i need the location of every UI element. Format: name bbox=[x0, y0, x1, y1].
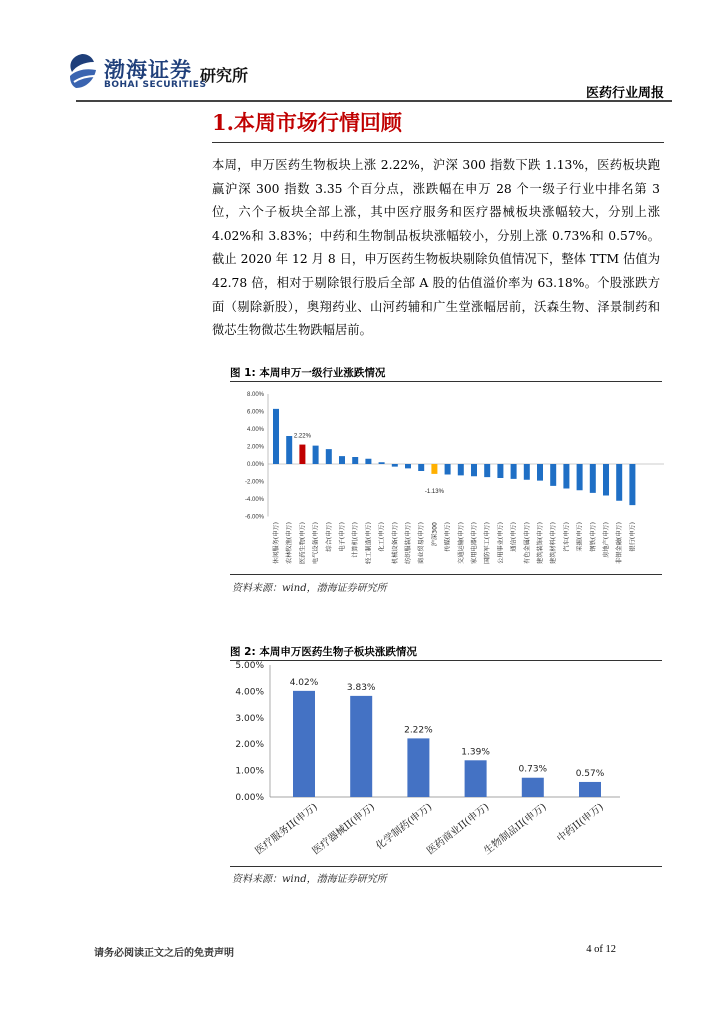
chart1-bar bbox=[497, 464, 503, 478]
chart1-bar bbox=[445, 464, 451, 475]
chart1-category-label: 机械设备(申万) bbox=[391, 522, 399, 564]
chart1-category-label: 综合(申万) bbox=[325, 522, 333, 552]
chart1-category-label: 电气设备(申万) bbox=[312, 522, 320, 564]
chart2-data-label: 1.39% bbox=[461, 747, 490, 758]
chart1-bar bbox=[405, 464, 411, 468]
chart1-ytick: 0.00% bbox=[246, 462, 264, 468]
chart1-category-label: 采掘(申万) bbox=[576, 522, 584, 552]
chart2-ytick: 5.00% bbox=[235, 661, 264, 671]
chart2-data-label: 3.83% bbox=[346, 682, 376, 693]
chart1-category-label: 化工(申万) bbox=[378, 522, 386, 552]
chart1-bar bbox=[392, 464, 398, 467]
chart1-category-label: 房地产(申万) bbox=[603, 522, 610, 558]
chart1-category-label: 交通运输(申万) bbox=[457, 522, 465, 564]
chart1-bar bbox=[511, 464, 517, 479]
chart2-data-label: 0.57% bbox=[575, 768, 605, 779]
chart2-data-label: 4.02% bbox=[289, 677, 319, 688]
chart1-ytick: 4.00% bbox=[246, 427, 264, 433]
chart2-bar bbox=[522, 778, 544, 797]
institute-name: 研究所 bbox=[200, 66, 249, 85]
chart1-category-label: 建筑材料(申万) bbox=[550, 522, 558, 564]
chart2-bar bbox=[465, 760, 487, 797]
chart1-bar bbox=[299, 445, 305, 464]
chart2-category-label: 医疗器械II(申万) bbox=[310, 801, 378, 857]
chart1-bar bbox=[365, 459, 371, 464]
chart1-bar bbox=[590, 464, 596, 493]
chart1-category-label: 计算机(申万) bbox=[352, 522, 360, 558]
chart1-bar bbox=[563, 464, 569, 489]
chart1-bar bbox=[352, 457, 358, 464]
chart1-category-label: 钢铁(申万) bbox=[589, 522, 597, 552]
chart1-bar bbox=[339, 456, 345, 464]
chart1-ytick: -4.00% bbox=[244, 497, 264, 503]
figure1-title: 图 1: 本周申万一级行业涨跌情况 bbox=[230, 367, 386, 379]
chart1-category-label: 纺织服装(申万) bbox=[405, 522, 412, 564]
chart1-category-label: 国防军工(申万) bbox=[484, 522, 492, 564]
chart1-category-label: 公用事业(申万) bbox=[497, 522, 505, 564]
chart2-bar bbox=[293, 691, 315, 797]
chart2-category-label: 医药商业II(申万) bbox=[425, 801, 492, 857]
chart1-category-label: 商业贸易(申万) bbox=[418, 522, 426, 564]
chart1-bar bbox=[458, 464, 464, 475]
chart1-bar bbox=[603, 464, 609, 496]
chart1-bar bbox=[418, 464, 424, 471]
chart1-ytick: 8.00% bbox=[246, 392, 264, 398]
chart1-category-label: 有色金属(申万) bbox=[523, 522, 531, 564]
chart1-category-label: 农林牧渔(申万) bbox=[286, 522, 294, 564]
footer-disclaimer: 请务必阅读正文之后的免责声明 bbox=[94, 948, 234, 959]
chart2-ytick: 1.00% bbox=[235, 766, 264, 777]
figure2-title: 图 2: 本周申万医药生物子板块涨跌情况 bbox=[230, 646, 417, 658]
chart1-bar bbox=[326, 449, 332, 464]
chart1-bar bbox=[484, 464, 490, 477]
chart2-category-label: 医疗服务II(申万) bbox=[253, 801, 320, 857]
chart1-bar bbox=[524, 464, 530, 480]
chart1-category-label: 沪深300 bbox=[431, 522, 439, 547]
chart1-category-label: 银行(申万) bbox=[629, 522, 637, 552]
chart2-category-label: 生物制品II(申万) bbox=[482, 801, 549, 857]
chart2-bar bbox=[407, 738, 429, 797]
chart1-bar bbox=[379, 462, 385, 464]
chart1-bar bbox=[286, 436, 292, 464]
chart1-category-label: 非银金融(申万) bbox=[616, 522, 624, 564]
chart1-data-label: 2.22% bbox=[293, 433, 311, 440]
chart2-ytick: 0.00% bbox=[235, 793, 264, 803]
chart1-category-label: 轻工制造(申万) bbox=[365, 522, 373, 564]
chart1-bar bbox=[273, 409, 279, 464]
page-number: 4 of 12 bbox=[586, 944, 616, 955]
chart1-bar bbox=[431, 464, 437, 474]
section-title: 1.本周市场行情回顾 bbox=[212, 110, 402, 135]
chart2-category-label: 化学制药(申万) bbox=[374, 801, 435, 853]
chart1-ytick: 2.00% bbox=[246, 444, 264, 451]
chart1-ytick: -6.00% bbox=[244, 514, 264, 521]
chart1-bar bbox=[616, 464, 622, 501]
chart1-category-label: 电子(申万) bbox=[339, 522, 346, 552]
report-type: 医药行业周报 bbox=[585, 86, 664, 101]
chart1-ytick: -2.00% bbox=[244, 479, 264, 486]
chart1-category-label: 家用电器(申万) bbox=[471, 522, 478, 564]
company-name-cn: 渤海证券 bbox=[104, 57, 192, 82]
chart1-category-label: 建筑装饰(申万) bbox=[537, 522, 544, 564]
chart1-category-label: 传媒(申万) bbox=[444, 522, 452, 552]
chart1-bar bbox=[629, 464, 635, 505]
company-name-en: BOHAI SECURITIES bbox=[104, 80, 207, 90]
chart2-ytick: 4.00% bbox=[235, 687, 264, 698]
chart1-category-label: 医药生物(申万) bbox=[299, 522, 307, 564]
chart1-ytick: 6.00% bbox=[246, 409, 264, 416]
chart2-bar bbox=[350, 696, 372, 797]
chart1-data-label: -1.13% bbox=[424, 488, 444, 495]
chart1-bar bbox=[577, 464, 583, 490]
chart2-ytick: 2.00% bbox=[235, 740, 264, 751]
chart2-ytick: 3.00% bbox=[235, 713, 264, 724]
chart1-category-label: 通信(申万) bbox=[510, 522, 518, 552]
chart1-bar bbox=[471, 464, 477, 476]
chart1-bar bbox=[550, 464, 556, 486]
chart1-bar bbox=[537, 464, 543, 481]
body-paragraph: 本周，申万医药生物板块上涨 2.22%，沪深 300 指数下跌 1.13%，医药板块跑赢沪深 300 指数 3.35 个百分点，涨跌幅在申万 28 个一级子行业中排名第 3 位，六个子板块全部上涨，其中医疗服务和医疗器械板块涨幅较大，分别上涨 4.02%和 3.83%；中药和生物制品板块涨幅较小，分别上涨 0.73%和 0.57%。截止 2020 年 12 月 8 日，申万医药生物板块剔除负值情况下，整体 TTM 估值为 42.78 倍，相对于剔除银行股后全部 A 股的估值溢价率为 63.18%。个股涨跌方面（剔除新股），奥翔药业、山河药辅和广生堂涨幅居前，沃森生物、泽景制药和微芯生物微芯生物跌幅居前。 bbox=[212, 158, 660, 338]
chart2-category-label: 中药II(申万) bbox=[555, 801, 606, 845]
chart2-bar bbox=[579, 782, 601, 797]
figure2-source: 资料来源：wind，渤海证券研究所 bbox=[232, 874, 387, 885]
chart2-data-label: 2.22% bbox=[404, 725, 433, 736]
chart1-bar bbox=[313, 446, 319, 464]
chart1-category-label: 汽车(申万) bbox=[563, 522, 571, 552]
figure1-source: 资料来源：wind，渤海证券研究所 bbox=[232, 583, 387, 594]
chart1-category-label: 休闲服务(申万) bbox=[273, 522, 280, 564]
chart2-data-label: 0.73% bbox=[518, 764, 548, 775]
